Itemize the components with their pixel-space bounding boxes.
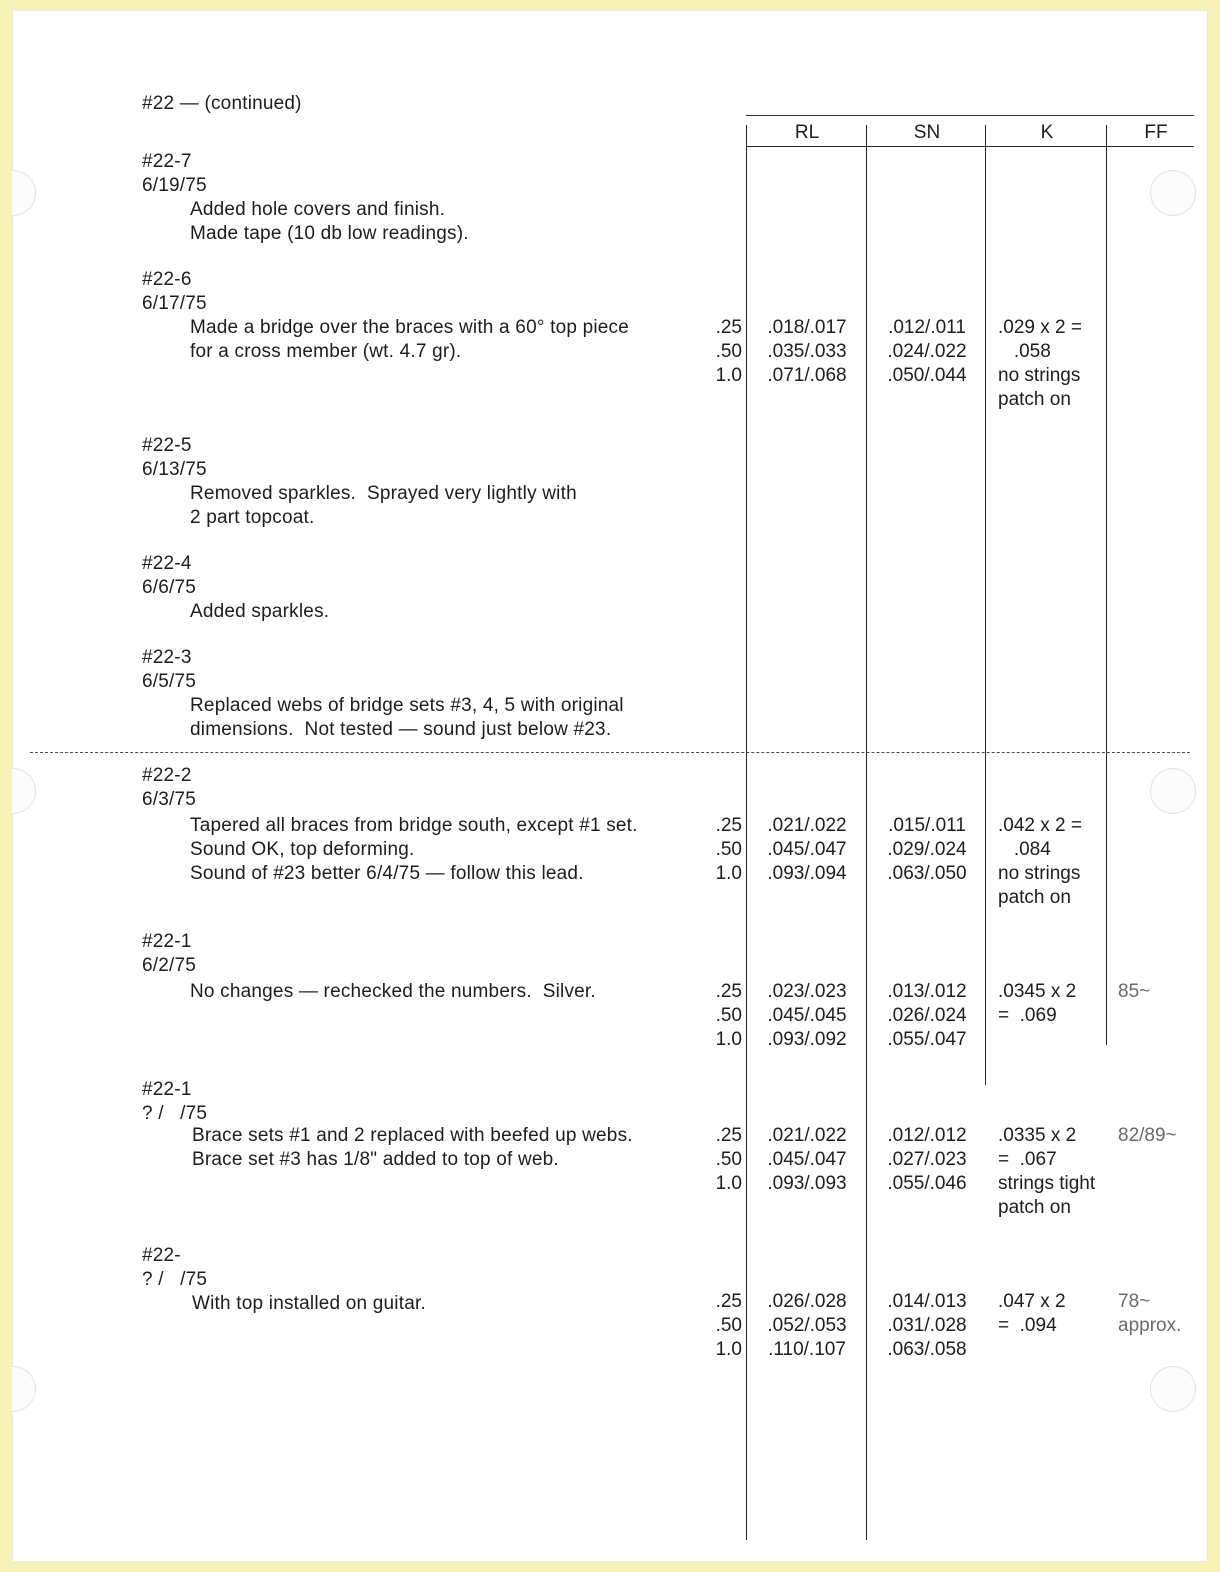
sn-value: .063/.050 (887, 863, 967, 884)
level-value: .25 (715, 1291, 742, 1312)
rl-value: .071/.068 (767, 365, 847, 386)
k-value: = .067 (998, 1149, 1057, 1170)
sn-value: .027/.023 (887, 1149, 967, 1170)
table-top-rule (746, 115, 1194, 116)
entry-note: Brace set #3 has 1/8" added to top of web. (192, 1149, 559, 1170)
sn-value: .014/.013 (887, 1291, 967, 1312)
column-header-rl: RL (794, 122, 820, 143)
entry-date: 6/2/75 (142, 955, 197, 976)
rl-value: .045/.045 (767, 1005, 847, 1026)
k-value: .0345 x 2 (998, 981, 1077, 1002)
rl-value: .045/.047 (767, 1149, 847, 1170)
section-divider (30, 752, 1190, 753)
entry-note: Added sparkles. (190, 601, 330, 622)
level-value: 1.0 (715, 365, 742, 386)
entry-date: 6/3/75 (142, 789, 197, 810)
entry-date: 6/17/75 (142, 293, 207, 314)
level-value: .25 (715, 981, 742, 1002)
level-value: .50 (715, 1149, 742, 1170)
k-value: patch on (998, 389, 1071, 410)
level-value: .50 (715, 1315, 742, 1336)
sn-value: .055/.047 (887, 1029, 967, 1050)
entry-note: Made tape (10 db low readings). (190, 223, 469, 244)
binder-hole-right-top (1150, 170, 1196, 216)
rl-value: .018/.017 (767, 317, 847, 338)
k-value: strings tight (998, 1173, 1096, 1194)
entry-id: #22-5 (142, 435, 192, 456)
k-value: .047 x 2 (998, 1291, 1066, 1312)
level-value: 1.0 (715, 1173, 742, 1194)
table-column-rule-3 (985, 125, 986, 1085)
sn-value: .055/.046 (887, 1173, 967, 1194)
k-value: patch on (998, 887, 1071, 908)
level-value: .50 (715, 839, 742, 860)
sn-value: .063/.058 (887, 1339, 967, 1360)
level-value: .25 (715, 815, 742, 836)
k-value: no strings (998, 365, 1081, 386)
entry-id: #22-2 (142, 765, 192, 786)
table-header-rule (746, 146, 1194, 147)
page-title: #22 — (continued) (142, 93, 302, 114)
level-value: 1.0 (715, 863, 742, 884)
rl-value: .026/.028 (767, 1291, 847, 1312)
sn-value: .012/.011 (888, 317, 966, 338)
entry-note: Tapered all braces from bridge south, except #1 set. (190, 815, 638, 836)
entry-date: 6/13/75 (142, 459, 207, 480)
rl-value: .093/.094 (767, 863, 847, 884)
k-value: = .094 (998, 1315, 1057, 1336)
entry-date: 6/6/75 (142, 577, 197, 598)
sn-value: .029/.024 (887, 839, 967, 860)
column-header-sn: SN (913, 122, 941, 143)
document-page (12, 10, 1208, 1562)
k-value: no strings (998, 863, 1081, 884)
k-value: .0335 x 2 (998, 1125, 1077, 1146)
entry-note: Made a bridge over the braces with a 60° top piece (190, 317, 630, 338)
table-column-rule-2 (866, 125, 867, 1540)
sn-value: .031/.028 (887, 1315, 967, 1336)
entry-note: Replaced webs of bridge sets #3, 4, 5 with original (190, 695, 624, 716)
entry-id: #22-7 (142, 151, 192, 172)
entry-note: dimensions. Not tested — sound just below #23. (190, 719, 612, 740)
entry-date: 6/19/75 (142, 175, 207, 196)
rl-value: .045/.047 (767, 839, 847, 860)
sn-value: .024/.022 (887, 341, 967, 362)
entry-id: #22- (142, 1245, 181, 1266)
ff-value: 78~ approx. (1118, 1291, 1182, 1336)
rl-value: .093/.092 (767, 1029, 847, 1050)
k-value: patch on (998, 1197, 1071, 1218)
rl-value: .021/.022 (767, 815, 847, 836)
level-value: .25 (715, 1125, 742, 1146)
column-header-k: K (1040, 122, 1054, 143)
binder-hole-left-middle (12, 768, 36, 814)
entry-note: With top installed on guitar. (192, 1293, 426, 1314)
column-header-ff: FF (1144, 122, 1168, 143)
sn-value: .050/.044 (887, 365, 967, 386)
level-value: 1.0 (715, 1029, 742, 1050)
level-value: 1.0 (715, 1339, 742, 1360)
entry-note: Added hole covers and finish. (190, 199, 446, 220)
level-value: .50 (715, 341, 742, 362)
entry-note: for a cross member (wt. 4.7 gr). (190, 341, 462, 362)
entry-date: ? / /75 (142, 1103, 208, 1124)
rl-value: .110/.107 (768, 1339, 846, 1360)
entry-note: Brace sets #1 and 2 replaced with beefed up webs. (192, 1125, 633, 1146)
binder-hole-right-bottom (1150, 1366, 1196, 1412)
sn-value: .013/.012 (887, 981, 967, 1002)
k-value: .042 x 2 = (998, 815, 1082, 836)
ff-value: 82/89~ (1118, 1125, 1177, 1146)
sn-value: .026/.024 (887, 1005, 967, 1026)
binder-hole-right-middle (1150, 768, 1196, 814)
sn-value: .012/.012 (887, 1125, 967, 1146)
entry-note: Sound of #23 better 6/4/75 — follow this lead. (190, 863, 584, 884)
entry-date: 6/5/75 (142, 671, 197, 692)
level-value: .50 (715, 1005, 742, 1026)
entry-note: No changes — rechecked the numbers. Silver. (190, 981, 596, 1002)
entry-note: Removed sparkles. Sprayed very lightly with (190, 483, 577, 504)
binder-hole-left-bottom (12, 1366, 36, 1412)
entry-id: #22-1 (142, 931, 192, 952)
entry-date: ? / /75 (142, 1269, 208, 1290)
table-column-rule-1 (746, 125, 747, 1540)
rl-value: .052/.053 (767, 1315, 847, 1336)
k-value: = .069 (998, 1005, 1057, 1026)
rl-value: .023/.023 (767, 981, 847, 1002)
ff-value: 85~ (1118, 981, 1151, 1002)
entry-note: Sound OK, top deforming. (190, 839, 415, 860)
entry-note: 2 part topcoat. (190, 507, 315, 528)
rl-value: .021/.022 (767, 1125, 847, 1146)
k-value: .029 x 2 = (998, 317, 1082, 338)
entry-id: #22-1 (142, 1079, 192, 1100)
entry-id: #22-6 (142, 269, 192, 290)
rl-value: .093/.093 (767, 1173, 847, 1194)
binder-hole-left-top (12, 170, 36, 216)
k-value: .058 (998, 341, 1051, 362)
entry-id: #22-4 (142, 553, 192, 574)
k-value: .084 (998, 839, 1051, 860)
level-value: .25 (715, 317, 742, 338)
rl-value: .035/.033 (767, 341, 847, 362)
sn-value: .015/.011 (888, 815, 966, 836)
entry-id: #22-3 (142, 647, 192, 668)
